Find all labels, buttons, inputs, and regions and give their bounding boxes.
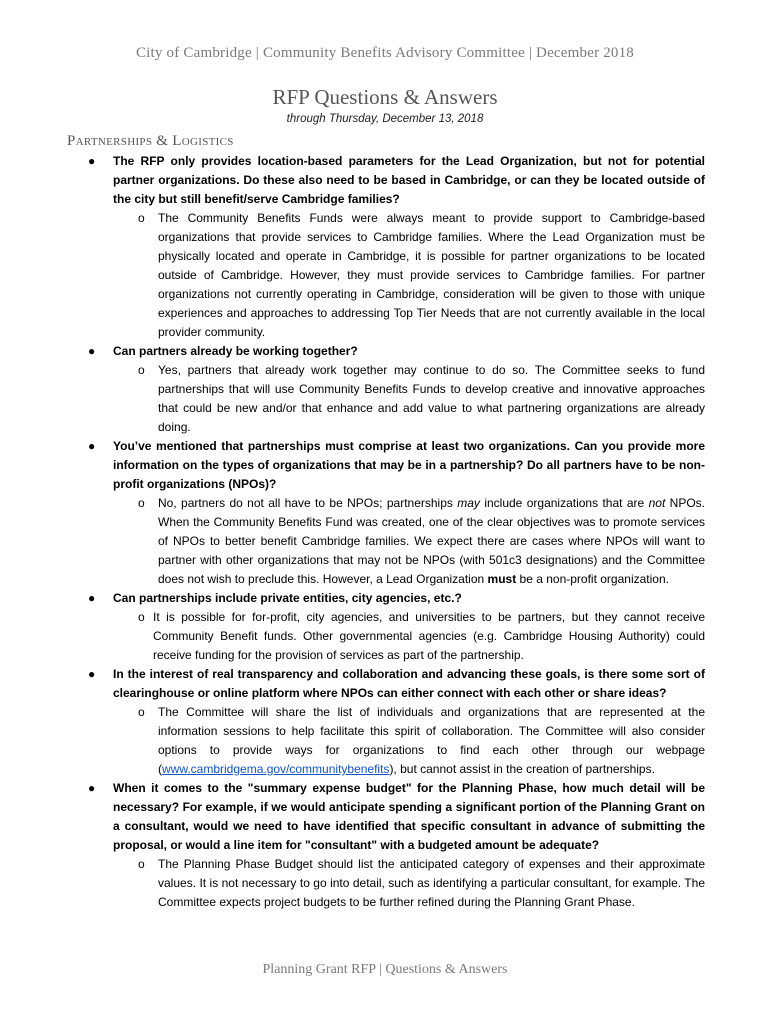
answer-text-part: NPOs. When the Community Benefits Fund was created, one of the clear objectives was to promote services of NPOs to better benefit Cambridge families. We expect there are cases where NPOs will want to partner with other organizations that may not be NPOs (with 501c3 designations) and the Committee does not wish to preclude this. However, a Lead Organization bbox=[158, 496, 705, 586]
bullet-icon: ● bbox=[88, 781, 96, 795]
answer-text-part: include organizations that are bbox=[479, 496, 649, 510]
circle-bullet-icon: o bbox=[138, 705, 145, 719]
answer-text-part: ), but cannot assist in the creation of partnerships. bbox=[389, 762, 655, 776]
question-5 bbox=[88, 665, 705, 703]
bullet-icon: ● bbox=[88, 591, 96, 605]
question-text: You’ve mentioned that partnerships must comprise at least two organizations. Can you provide more information on the types of organizations that may be in a partnership? Do all partners have to be non-profit organizations (NPOs)? bbox=[113, 439, 705, 491]
answer-text-part: The Committee will share the list of individuals and organizations that are represented at the information sessions to help facilitate this spirit of collaboration. The Committee will also consider options to provide ways for organizations to find each other through our webpage ( bbox=[158, 705, 705, 776]
answer-emphasis: may bbox=[457, 496, 480, 510]
page-subtitle: through Thursday, December 13, 2018 bbox=[286, 113, 484, 125]
answer-text: The Planning Phase Budget should list the anticipated category of expenses and their approximate values. It is not necessary to go into detail, such as identifying a particular consultant, for example. The Committee expects project budgets to be further refined during the Planning Grant Phase. bbox=[158, 857, 705, 909]
question-4 bbox=[88, 589, 705, 608]
answer-4 bbox=[88, 608, 705, 665]
answer-text: The Community Benefits Funds were always meant to provide support to Cambridge-based organizations that provide services to Cambridge families. Where the Lead Organization must be physically located and operate in Cambridge, it is possible for partner organizations to be located outside of Cambridge. However, they must provide services to Cambridge families. For partner organizations not currently operating in Cambridge, consideration will be given to those with unique experiences and approaches to addressing Top Tier Needs that are not currently available in the local provider community. bbox=[158, 211, 705, 339]
answer-6 bbox=[88, 855, 705, 912]
answer-text: It is possible for for-profit, city agencies, and universities to be partners, but they cannot receive Community Benefit funds. Other governmental agencies (e.g. Cambridge Housing Authority) could receive funding for the provision of services as part of the partnership. bbox=[153, 610, 705, 662]
question-text: The RFP only provides location-based parameters for the Lead Organization, but not for potential partner organizations. Do these also need to be based in Cambridge, or can they be located outside of the city but still benefit/serve Cambridge families? bbox=[113, 154, 705, 206]
circle-bullet-icon: o bbox=[138, 610, 145, 624]
qa-list bbox=[88, 152, 705, 912]
question-text: Can partners already be working together? bbox=[113, 344, 358, 358]
question-6 bbox=[88, 779, 705, 855]
answer-2 bbox=[88, 361, 705, 437]
bullet-icon: ● bbox=[88, 667, 96, 681]
answer-1 bbox=[88, 209, 705, 342]
bullet-icon: ● bbox=[88, 154, 96, 168]
answer-text-part: No, partners do not all have to be NPOs; partnerships bbox=[158, 496, 458, 510]
community-benefits-link[interactable]: www.cambridgema.gov/communitybenefits bbox=[162, 762, 390, 776]
circle-bullet-icon: o bbox=[138, 496, 145, 510]
question-3 bbox=[88, 437, 705, 494]
section-title: Partnerships & Logistics bbox=[67, 133, 234, 149]
page-header: City of Cambridge | Community Benefits Advisory Committee | December 2018 bbox=[135, 45, 635, 61]
answer-strong: must bbox=[487, 572, 517, 586]
answer-3 bbox=[88, 494, 705, 589]
question-text: Can partnerships include private entities, city agencies, etc.? bbox=[113, 591, 462, 605]
bullet-icon: ● bbox=[88, 344, 96, 358]
circle-bullet-icon: o bbox=[138, 857, 145, 871]
question-2 bbox=[88, 342, 705, 361]
answer-text: Yes, partners that already work together may continue to do so. The Committee seeks to fund partnerships that will use Community Benefits Funds to develop creative and innovative approaches that could be new and/or that enhance and add value to what partnering organizations are already doing. bbox=[158, 363, 705, 434]
page-footer: Planning Grant RFP | Questions & Answers bbox=[262, 962, 508, 977]
bullet-icon: ● bbox=[88, 439, 96, 453]
question-text: When it comes to the "summary expense budget" for the Planning Phase, how much detail will be necessary? For example, if we would anticipate spending a significant portion of the Planning Grant on a consultant, would we need to have identified that specific consultant in advance of submitting the proposal, or would a line item for "consultant" with a budgeted amount be adequate? bbox=[113, 781, 705, 852]
question-text: In the interest of real transparency and collaboration and advancing these goals, is there some sort of clearinghouse or online platform where NPOs can either connect with each other or share ideas? bbox=[113, 667, 705, 700]
question-1 bbox=[88, 152, 705, 209]
circle-bullet-icon: o bbox=[138, 363, 145, 377]
answer-emphasis: not bbox=[648, 496, 666, 510]
answer-text-part: be a non-profit organization. bbox=[516, 572, 669, 586]
circle-bullet-icon: o bbox=[138, 211, 145, 225]
answer-5 bbox=[88, 703, 705, 779]
page-title: RFP Questions & Answers bbox=[272, 85, 498, 109]
